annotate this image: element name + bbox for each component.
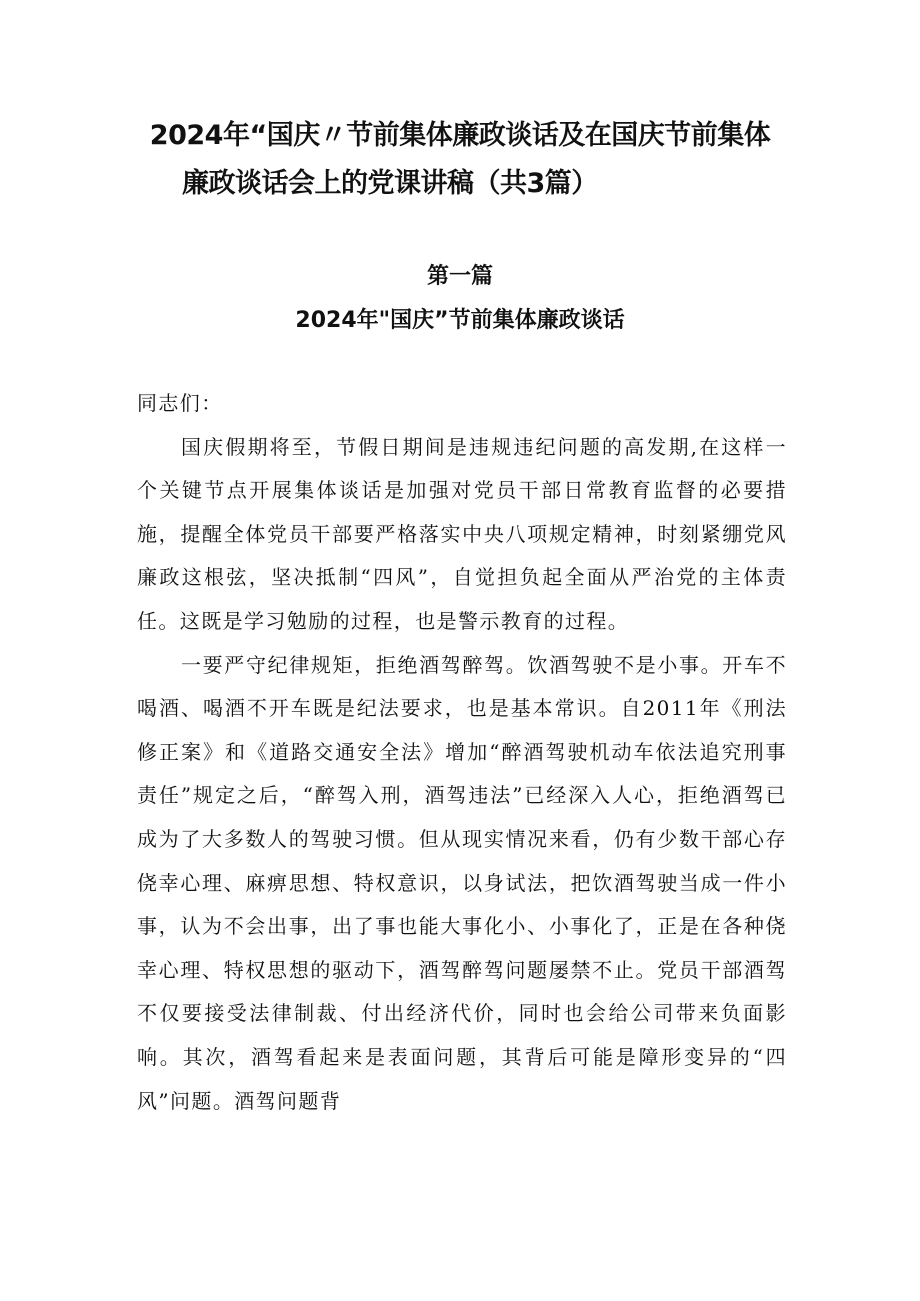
document-title	[120, 112, 800, 208]
document-body	[137, 382, 787, 1123]
document-title-line-1: 2024年“国庆〃节前集体廉政谈话及在国庆节前集体	[149, 120, 771, 151]
salutation: 同志们：	[137, 391, 223, 415]
body-paragraph: 一要严守纪律规矩，拒绝酒驾醉驾。饮酒驾驶不是小事。开车不喝酒、喝酒不开车既是纪法要求，也是基本常识。自2011年《刑法修正案》和《道路交通安全法》增加“醉酒驾驶机动车依法追究刑事责任”规定之后，“醉驾入刑，酒驾违法”已经深入人心，拒绝酒驾已成为了大多数人的驾驶习惯。但从现实情况来看，仍有少数干部心存侥幸心理、麻痹思想、特权意识，以身试法，把饮酒驾驶当成一件小事，认为不会出事，出了事也能大事化小、小事化了，正是在各种侥幸心理、特权思想的驱动下，酒驾醉驾问题屡禁不止。党员干部酒驾不仅要接受法律制裁、付出经济代价，同时也会给公司带来负面影响。其次，酒驾看起来是表面问题，其背后可能是障形变异的“四风”问题。酒驾问题背	[137, 652, 787, 1113]
section-number: 第一篇	[426, 264, 493, 289]
section-title: 2024年"国庆”节前集体廉政谈话	[295, 308, 625, 333]
document-title-line-2: 廉政谈话会上的党课讲稿（共3篇）	[182, 168, 598, 199]
body-paragraph: 国庆假期将至，节假日期间是违规违纪问题的高发期,在这样一个关键节点开展集体谈话是加强对党员干部日常教育监督的必要措施，提醒全体党员干部要严格落实中央八项规定精神，时刻紧绷党风廉政这根弦，坚决抵制“四风”，自觉担负起全面从严治党的主体责任。这既是学习勉励的过程，也是警示教育的过程。	[137, 434, 787, 633]
